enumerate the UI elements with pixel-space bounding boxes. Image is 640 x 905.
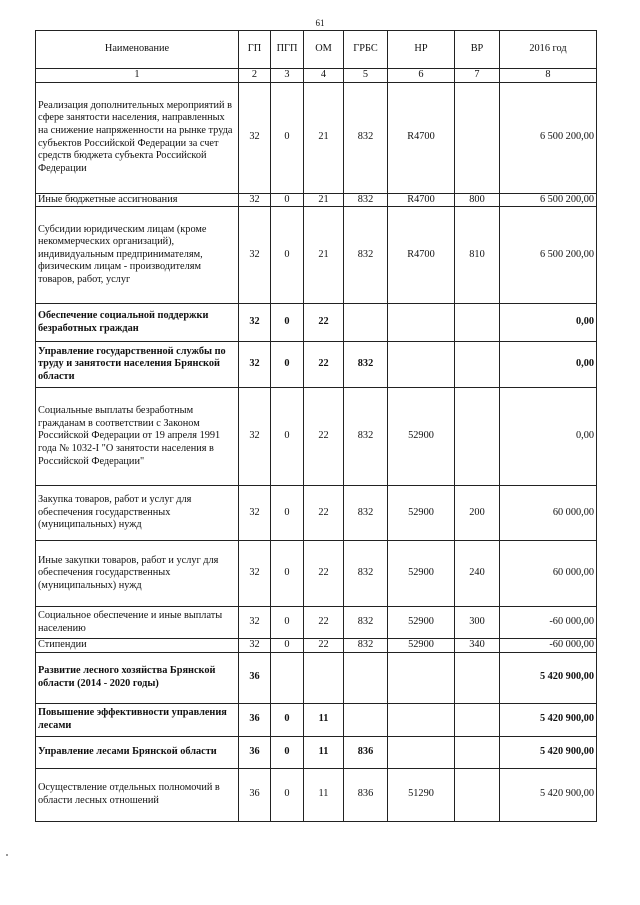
cell-grbs: 832 <box>344 639 388 653</box>
col-index: 5 <box>344 69 388 83</box>
cell-gp: 36 <box>239 703 271 736</box>
cell-pgp: 0 <box>271 768 304 821</box>
col-header-year: 2016 год <box>500 31 597 69</box>
cell-vr: 300 <box>455 607 500 639</box>
cell-pgp <box>271 652 304 703</box>
cell-nr: R4700 <box>388 193 455 207</box>
cell-sum: -60 000,00 <box>500 607 597 639</box>
table-body <box>36 82 597 821</box>
table-row <box>36 768 597 821</box>
cell-pgp: 0 <box>271 342 304 388</box>
cell-name: Реализация дополнительных мероприятий в сфере занятости населения, направленных на снижение напряженности на рынке труда субъектов Российской Федерации за счет средств бюджета субъекта Российской Федерации <box>36 82 239 193</box>
table-row <box>36 486 597 541</box>
header-row <box>36 31 597 69</box>
cell-nr: 52900 <box>388 607 455 639</box>
cell-sum: 5 420 900,00 <box>500 736 597 768</box>
cell-name: Повышение эффективности управления лесами <box>36 703 239 736</box>
cell-vr <box>455 768 500 821</box>
cell-vr <box>455 82 500 193</box>
cell-sum: 5 420 900,00 <box>500 703 597 736</box>
table-row <box>36 388 597 486</box>
cell-pgp: 0 <box>271 304 304 342</box>
table-row <box>36 607 597 639</box>
budget-table <box>35 30 597 822</box>
margin-mark <box>6 854 8 856</box>
cell-om: 22 <box>304 541 344 607</box>
cell-nr <box>388 652 455 703</box>
cell-grbs <box>344 304 388 342</box>
cell-nr <box>388 703 455 736</box>
cell-grbs: 832 <box>344 342 388 388</box>
cell-vr: 240 <box>455 541 500 607</box>
cell-sum: 6 500 200,00 <box>500 207 597 304</box>
cell-gp: 32 <box>239 639 271 653</box>
cell-gp: 32 <box>239 193 271 207</box>
cell-name: Развитие лесного хозяйства Брянской области (2014 - 2020 годы) <box>36 652 239 703</box>
col-header-name: Наименование <box>36 31 239 69</box>
cell-om: 22 <box>304 486 344 541</box>
cell-om: 22 <box>304 342 344 388</box>
cell-om: 22 <box>304 607 344 639</box>
col-header-vr: ВР <box>455 31 500 69</box>
table-row <box>36 639 597 653</box>
cell-gp: 36 <box>239 768 271 821</box>
table-row <box>36 652 597 703</box>
cell-name: Стипендии <box>36 639 239 653</box>
cell-sum: 0,00 <box>500 342 597 388</box>
cell-gp: 32 <box>239 388 271 486</box>
table-row <box>36 193 597 207</box>
column-index-row <box>36 69 597 83</box>
cell-sum: 60 000,00 <box>500 486 597 541</box>
cell-name: Управление государственной службы по труду и занятости населения Брянской области <box>36 342 239 388</box>
cell-om <box>304 652 344 703</box>
col-header-grbs: ГРБС <box>344 31 388 69</box>
cell-grbs: 832 <box>344 388 388 486</box>
cell-vr <box>455 703 500 736</box>
cell-om: 11 <box>304 736 344 768</box>
cell-gp: 32 <box>239 207 271 304</box>
cell-pgp: 0 <box>271 736 304 768</box>
cell-nr: 52900 <box>388 541 455 607</box>
cell-name: Иные закупки товаров, работ и услуг для обеспечения государственных (муниципальных) нужд <box>36 541 239 607</box>
cell-grbs: 836 <box>344 768 388 821</box>
table-row <box>36 736 597 768</box>
cell-pgp: 0 <box>271 388 304 486</box>
cell-vr <box>455 304 500 342</box>
cell-grbs: 832 <box>344 82 388 193</box>
cell-vr <box>455 736 500 768</box>
cell-sum: 60 000,00 <box>500 541 597 607</box>
cell-grbs: 832 <box>344 207 388 304</box>
cell-name: Обеспечение социальной поддержки безработных граждан <box>36 304 239 342</box>
cell-pgp: 0 <box>271 541 304 607</box>
cell-sum: 5 420 900,00 <box>500 768 597 821</box>
col-index: 3 <box>271 69 304 83</box>
cell-grbs <box>344 703 388 736</box>
cell-grbs: 836 <box>344 736 388 768</box>
cell-sum: -60 000,00 <box>500 639 597 653</box>
cell-nr <box>388 342 455 388</box>
cell-om: 11 <box>304 703 344 736</box>
cell-nr: 52900 <box>388 639 455 653</box>
cell-om: 22 <box>304 304 344 342</box>
cell-name: Социальные выплаты безработным гражданам в соответствии с Законом Российской Федерации от 19 апреля 1991 года № 1032-I "О занятости населения в Российской Федерации" <box>36 388 239 486</box>
cell-om: 21 <box>304 82 344 193</box>
cell-om: 21 <box>304 193 344 207</box>
cell-gp: 32 <box>239 486 271 541</box>
cell-nr: 52900 <box>388 388 455 486</box>
cell-nr: R4700 <box>388 82 455 193</box>
page-number: 61 <box>315 18 325 28</box>
cell-name: Социальное обеспечение и иные выплаты населению <box>36 607 239 639</box>
cell-gp: 32 <box>239 607 271 639</box>
cell-gp: 32 <box>239 304 271 342</box>
cell-pgp: 0 <box>271 207 304 304</box>
table-row <box>36 541 597 607</box>
col-index: 6 <box>388 69 455 83</box>
cell-nr <box>388 736 455 768</box>
cell-grbs: 832 <box>344 193 388 207</box>
cell-name: Управление лесами Брянской области <box>36 736 239 768</box>
cell-gp: 32 <box>239 342 271 388</box>
cell-nr <box>388 304 455 342</box>
cell-grbs <box>344 652 388 703</box>
cell-grbs: 832 <box>344 541 388 607</box>
table-row <box>36 703 597 736</box>
cell-pgp: 0 <box>271 703 304 736</box>
cell-pgp: 0 <box>271 193 304 207</box>
cell-name: Закупка товаров, работ и услуг для обеспечения государственных (муниципальных) нужд <box>36 486 239 541</box>
cell-sum: 0,00 <box>500 388 597 486</box>
col-header-om: ОМ <box>304 31 344 69</box>
table-row <box>36 342 597 388</box>
cell-gp: 36 <box>239 652 271 703</box>
cell-nr: 52900 <box>388 486 455 541</box>
cell-vr: 340 <box>455 639 500 653</box>
cell-grbs: 832 <box>344 486 388 541</box>
col-header-pgp: ПГП <box>271 31 304 69</box>
cell-pgp: 0 <box>271 607 304 639</box>
cell-name: Иные бюджетные ассигнования <box>36 193 239 207</box>
table-row <box>36 304 597 342</box>
col-index: 1 <box>36 69 239 83</box>
cell-vr: 200 <box>455 486 500 541</box>
col-index: 7 <box>455 69 500 83</box>
cell-om: 22 <box>304 639 344 653</box>
cell-vr: 810 <box>455 207 500 304</box>
cell-nr: 51290 <box>388 768 455 821</box>
cell-sum: 6 500 200,00 <box>500 82 597 193</box>
table-row <box>36 82 597 193</box>
cell-name: Осуществление отдельных полномочий в области лесных отношений <box>36 768 239 821</box>
col-index: 8 <box>500 69 597 83</box>
cell-gp: 36 <box>239 736 271 768</box>
col-header-gp: ГП <box>239 31 271 69</box>
table-row <box>36 207 597 304</box>
cell-name: Субсидии юридическим лицам (кроме некоммерческих организаций), индивидуальным предпринимателям, физическим лицам - производителям товаров, работ, услуг <box>36 207 239 304</box>
cell-om: 22 <box>304 388 344 486</box>
cell-pgp: 0 <box>271 486 304 541</box>
cell-sum: 6 500 200,00 <box>500 193 597 207</box>
cell-gp: 32 <box>239 541 271 607</box>
cell-vr <box>455 652 500 703</box>
cell-sum: 0,00 <box>500 304 597 342</box>
cell-nr: R4700 <box>388 207 455 304</box>
cell-vr <box>455 388 500 486</box>
cell-gp: 32 <box>239 82 271 193</box>
cell-vr: 800 <box>455 193 500 207</box>
col-header-nr: НР <box>388 31 455 69</box>
cell-sum: 5 420 900,00 <box>500 652 597 703</box>
cell-om: 21 <box>304 207 344 304</box>
cell-pgp: 0 <box>271 82 304 193</box>
cell-grbs: 832 <box>344 607 388 639</box>
cell-pgp: 0 <box>271 639 304 653</box>
col-index: 4 <box>304 69 344 83</box>
cell-om: 11 <box>304 768 344 821</box>
cell-vr <box>455 342 500 388</box>
col-index: 2 <box>239 69 271 83</box>
